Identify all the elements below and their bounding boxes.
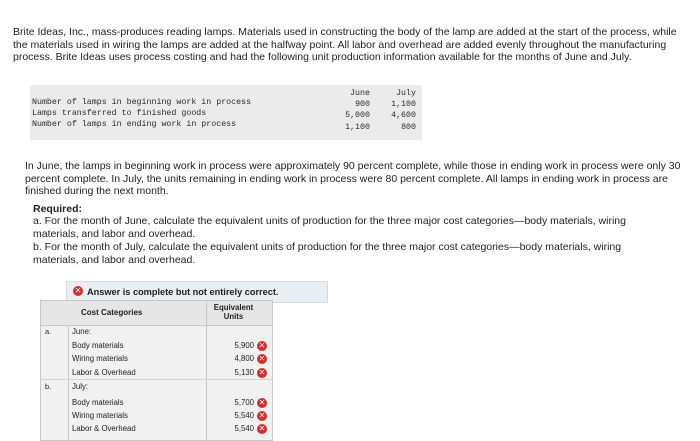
x-circle-icon: ✕: [74, 286, 82, 295]
section-b-row: [41, 381, 272, 393]
cost-category: Labor & Overhead: [72, 424, 136, 433]
month-label: June:: [72, 327, 92, 336]
banner-text: Answer is complete but not entirely correct.: [87, 287, 279, 297]
answer-input[interactable]: 5,540: [234, 424, 254, 433]
section-letter: b.: [45, 382, 52, 391]
answer-row: [41, 367, 272, 379]
row-label: Number of lamps in ending work in process: [32, 120, 237, 129]
row-label: Number of lamps in beginning work in process: [32, 98, 252, 107]
june-value: 1,100: [345, 123, 370, 132]
month-label: July:: [72, 382, 89, 391]
equivalent-units-header: Equivalent Units: [213, 303, 254, 321]
answer-input[interactable]: 5,900: [234, 341, 254, 350]
requirement-b: b. For the month of July, calculate the equivalent units of production for the three major cost categories—body materials, wiring materials, and labor and overhead.: [33, 241, 622, 266]
completion-paragraph: In June, the lamps in beginning work in process were approximately 90 percent complete, while those in ending work in process were only 30 percent complete. In July, the units remaining in ending work in process were 80 percent complete. All lamps in ending work in process are finished during the next month.: [25, 160, 681, 197]
required-heading: Required:: [33, 203, 83, 215]
answer-input[interactable]: 4,800: [234, 354, 254, 363]
june-value: 5,000: [345, 111, 370, 120]
answer-row: [41, 397, 272, 409]
units-table: [30, 85, 422, 140]
answer-input[interactable]: 5,540: [234, 411, 254, 420]
section-a-row: [41, 326, 272, 338]
cost-category: Wiring materials: [72, 411, 128, 420]
incorrect-icon: ✕: [258, 411, 266, 420]
requirement-a: a. For the month of June, calculate the equivalent units of production for the three major cost categories—body materials, wiring materials, and labor and overhead.: [33, 215, 626, 240]
answer-row: [41, 410, 272, 422]
answer-row: [41, 340, 272, 352]
july-value: 800: [401, 123, 416, 132]
answer-grid: [40, 300, 273, 441]
answer-row: [41, 423, 272, 435]
answer-row: [41, 353, 272, 365]
incorrect-icon: ✕: [258, 341, 266, 350]
problem-intro: Brite Ideas, Inc., mass-produces reading lamps. Materials used in constructing the body of the lamp are added at the start of the process, while the materials used in wiring the lamps are added at the halfway point. All labor and overhead are added evenly throughout the manufacturing process. Brite Ideas uses process costing and had the following unit production information available for the months of June and July.: [13, 26, 677, 63]
row-label: Lamps transferred to finished goods: [32, 109, 207, 118]
col-june: June: [350, 89, 370, 98]
cost-category: Labor & Overhead: [72, 368, 136, 377]
cost-categories-header: Cost Categories: [81, 308, 143, 317]
cost-category: Body materials: [72, 398, 124, 407]
incorrect-icon: ✕: [258, 368, 266, 377]
july-value: 4,600: [391, 111, 416, 120]
answer-input[interactable]: 5,130: [234, 368, 254, 377]
incorrect-icon: ✕: [258, 398, 266, 407]
answer-input[interactable]: 5,700: [234, 398, 254, 407]
july-value: 1,100: [391, 100, 416, 109]
incorrect-icon: ✕: [258, 424, 266, 433]
cost-category: Body materials: [72, 341, 124, 350]
col-july: July: [396, 89, 416, 98]
grid-header: [41, 301, 272, 326]
section-letter: a.: [45, 327, 52, 336]
june-value: 900: [355, 100, 370, 109]
incorrect-icon: ✕: [258, 354, 266, 363]
cost-category: Wiring materials: [72, 354, 128, 363]
